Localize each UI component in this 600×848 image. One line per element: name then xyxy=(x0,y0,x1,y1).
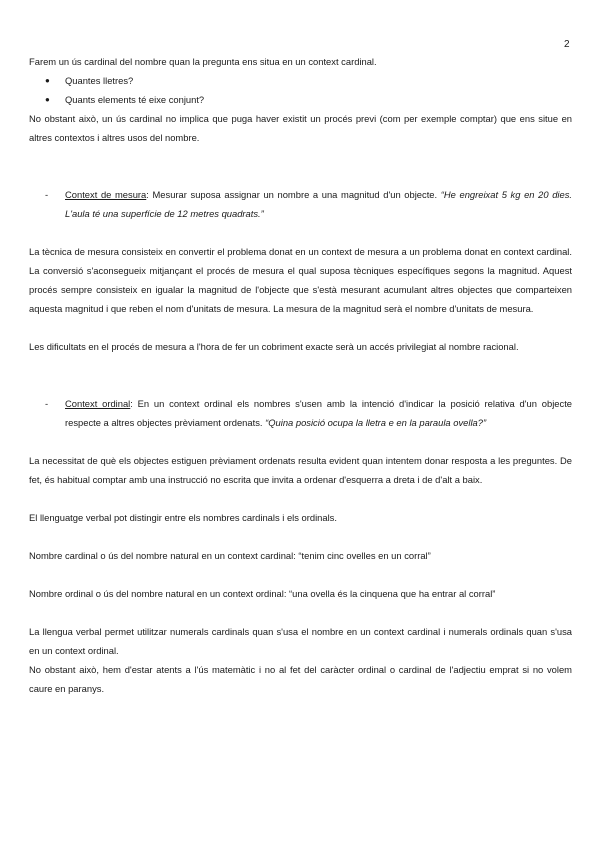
warning-paragraph: No obstant això, hem d'estar atents a l'ús matemàtic i no al fet del caràcter ordinal o cardinal de l'adjectiu emprat si no volem caure en paranys. xyxy=(29,664,572,694)
context-ordinal-title: Context ordinal xyxy=(65,398,131,409)
context-mesura-example: “He engreixat 5 kg en 20 dies. L'aula té una superfície de 12 metres quadrats.” xyxy=(65,189,572,219)
mesura-paragraph: La tècnica de mesura consisteix en convertir el problema donat en un context de mesura a un problema donat en context cardinal. La conversió s'aconsegueix mitjançant el procés de mesura el qual suposa tècniques específiques segons la magnitud. Aquest procés sempre consisteix en igualar la magnitud de l'objecte que s'està mesurant acumulant altres objectes que comparteixen aquesta magnitud i que reben el nom d'unitats de mesura. La mesura de la magnitud serà el nombre d'unitats de mesura. xyxy=(29,246,572,314)
ordinal-paragraph: La necessitat de què els objectes estiguen prèviament ordenats resulta evident quan intentem donar resposta a les preguntes. De fet, és habitual comptar amb una instrucció no escrita que invita a ordenar d'esquerra a dreta i de d'alt a baix. xyxy=(29,455,572,485)
page-number: 2 xyxy=(564,39,570,50)
context-ordinal-example: “Quina posició ocupa la lletra e en la paraula ovella?” xyxy=(265,417,487,428)
llengua-paragraph: La llengua verbal permet utilitzar numerals cardinals quan s'usa el nombre en un context cardinal i numerals ordinals quan s'usa en un context ordinal. xyxy=(29,626,572,656)
dash-marker: - xyxy=(45,398,49,409)
cardinal-example-paragraph: Nombre cardinal o ús del nombre natural en un context cardinal: “tenim cinc ovelles en un corral” xyxy=(29,550,431,561)
dash-marker: - xyxy=(45,189,49,200)
mesura-difficulties-paragraph: Les dificultats en el procés de mesura a l'hora de fer un cobriment exacte serà un accés privilegiat al nombre racional. xyxy=(29,341,519,352)
context-mesura-item xyxy=(29,185,572,223)
context-mesura-title: Context de mesura xyxy=(65,189,147,200)
ordinal-example-paragraph: Nombre ordinal o ús del nombre natural en un context ordinal: “una ovella és la cinquena que ha entrar al corral” xyxy=(29,588,496,599)
document-body xyxy=(29,52,572,698)
question-list xyxy=(29,71,572,109)
list-item: ● Quants elements té eixe conjunt? xyxy=(29,90,572,109)
intro-paragraph: Farem un ús cardinal del nombre quan la pregunta ens situa en un context cardinal. xyxy=(29,56,377,67)
context-mesura-text: : Mesurar suposa assignar un nombre a una magnitud d'un objecte. xyxy=(146,189,441,200)
llenguatge-paragraph: El llenguatge verbal pot distingir entre els nombres cardinals i els ordinals. xyxy=(29,512,337,523)
context-ordinal-item xyxy=(29,394,572,432)
context-ordinal-text: : En un context ordinal els nombres s'usen amb la intenció d'indicar la posició relativa d'un objecte respecte a altres objectes prèviament ordenats. xyxy=(65,398,573,428)
list-item: ● Quantes lletres? xyxy=(29,71,572,90)
cardinal-paragraph: No obstant això, un ús cardinal no implica que puga haver existit un procés previ (com per exemple comptar) que ens situe en altres contextos i altres usos del nombre. xyxy=(29,113,572,143)
